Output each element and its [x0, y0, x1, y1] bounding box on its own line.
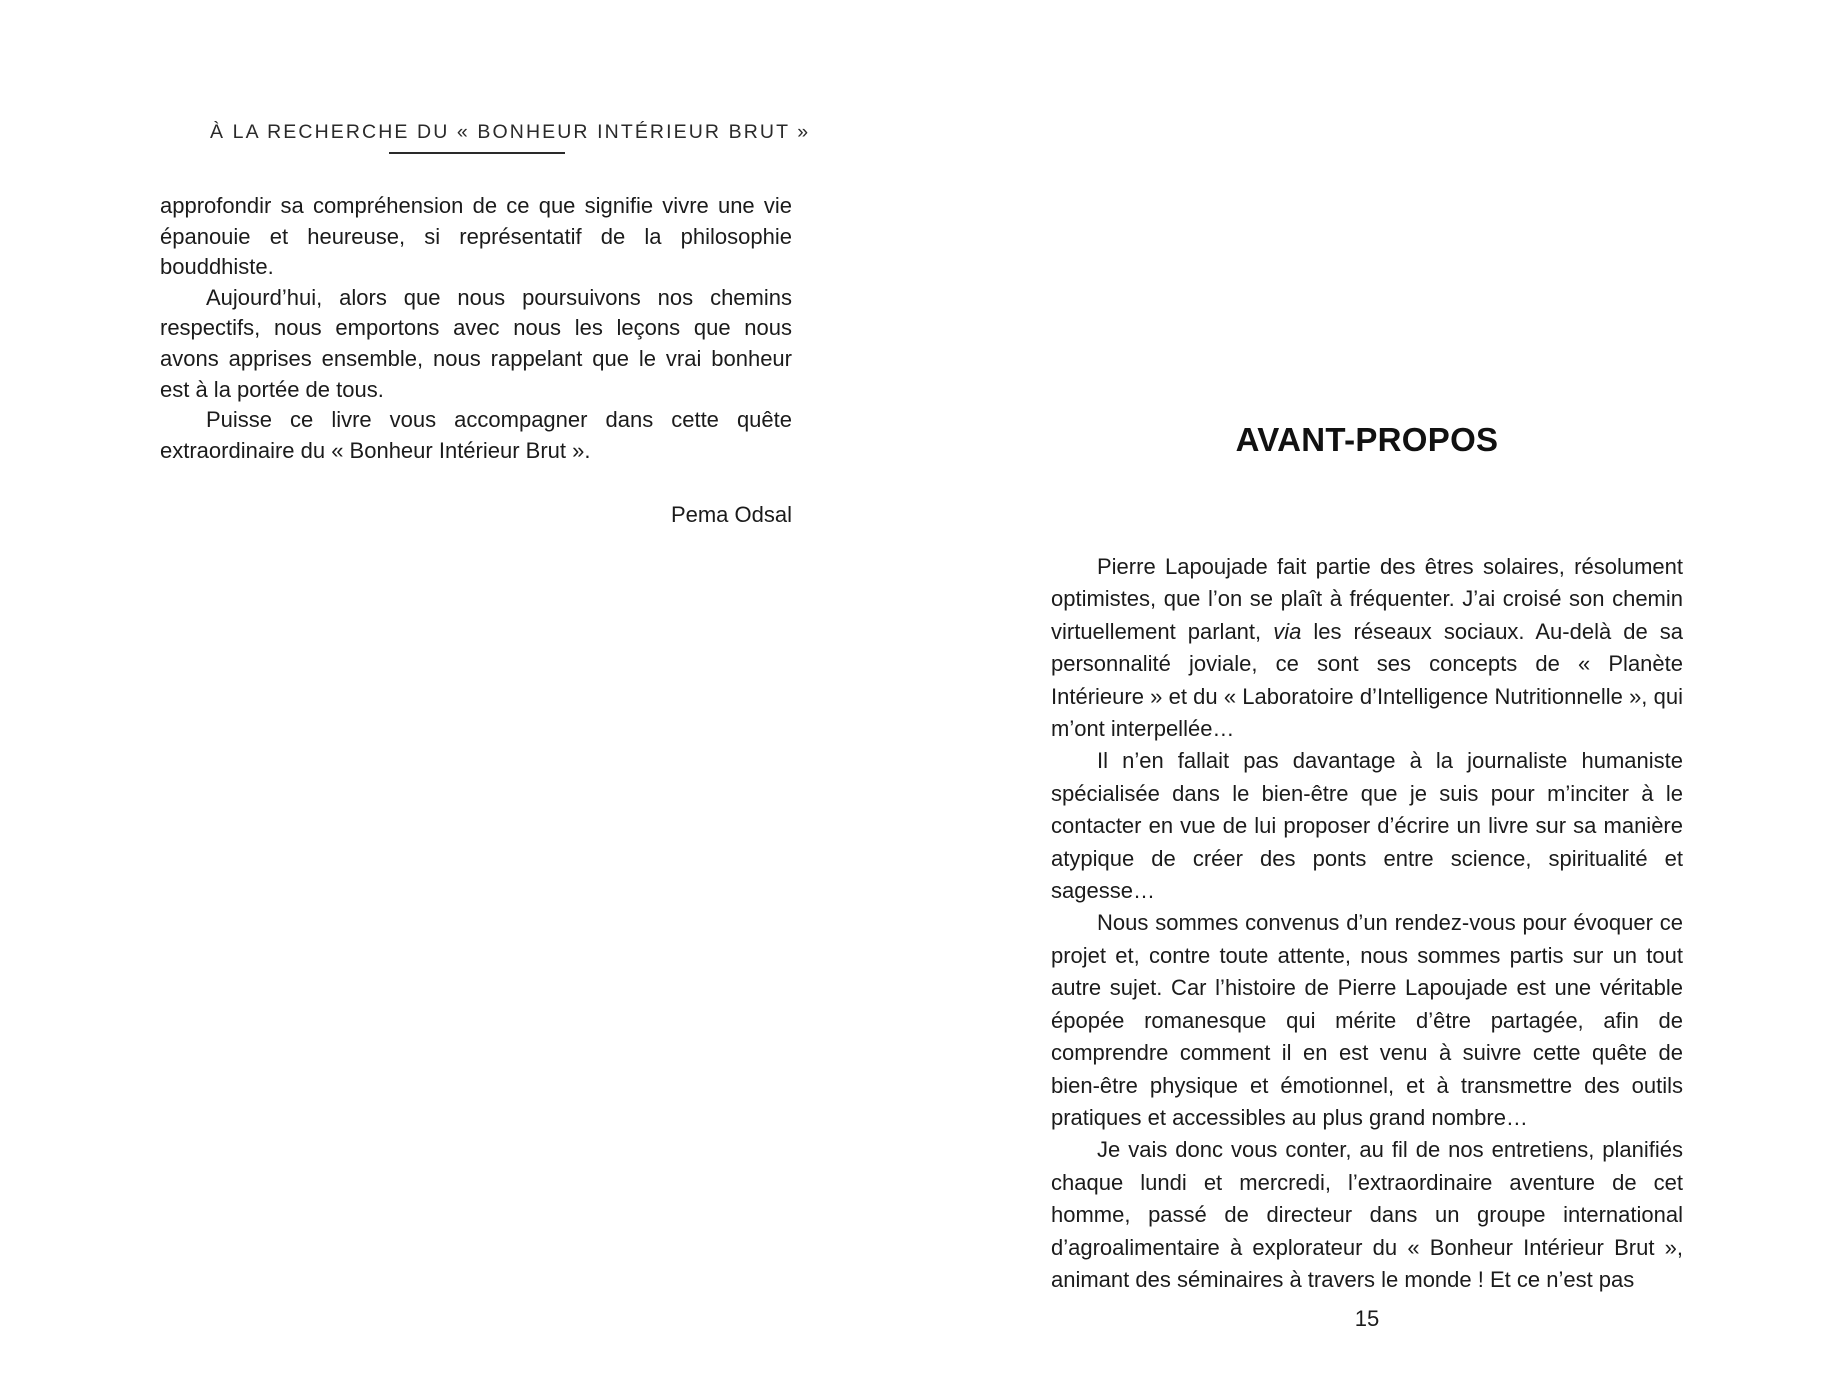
running-head: À LA RECHERCHE DU « BONHEUR INTÉRIEUR BRUT » [210, 121, 811, 143]
paragraph: Il n’en fallait pas davantage à la journaliste humaniste spécialisée dans le bien-être que je suis pour m’inciter à le contacter en vue de lui proposer d’écrire un livre sur sa manière atypique de créer des ponts entre science, spiritualité et sagesse… [1051, 748, 1683, 904]
paragraph: Je vais donc vous conter, au fil de nos entretiens, planifiés chaque lundi et mercredi, l’extraordinaire aventure de cet homme, passé de directeur dans un groupe international d’agroalimentaire à explorateur du « Bonheur Intérieur Brut », animant des séminaires à travers le monde ! Et ce n’est pas [1051, 1137, 1683, 1292]
page-number: 15 [1354, 1306, 1380, 1331]
right-page [911, 0, 1823, 1400]
italic-word: via [1273, 618, 1302, 644]
paragraph: Aujourd’hui, alors que nous poursuivons nos chemins respectifs, nous emportons avec nous les leçons que nous avons apprises ensemble, nous rappelant que le vrai bonheur est à la portée de tous. [160, 284, 792, 402]
running-head-rule [389, 152, 565, 154]
chapter-title: AVANT-PROPOS [1235, 421, 1499, 458]
left-body-text [160, 191, 792, 466]
left-page [0, 0, 911, 1400]
paragraph: Nous sommes convenus d’un rendez-vous pour évoquer ce projet et, contre toute attente, nous sommes partis sur un tout autre sujet. Car l’histoire de Pierre Lapoujade est une véritable épopée romanesque qui mérite d’être partagée, afin de comprendre comment il en est venu à suivre cette quête de bien-être physique et émotionnel, et à transmettre des outils pratiques et accessibles au plus grand nombre… [1051, 910, 1683, 1130]
paragraph: approfondir sa compréhension de ce que signifie vivre une vie épanouie et heureuse, si représentatif de la philosophie bouddhiste. [160, 193, 792, 280]
paragraph: Pierre Lapoujade fait partie des êtres solaires, résolument optimistes, que l’on se plaît à fréquenter. J’ai croisé son chemin virtuellement parlant, via les réseaux sociaux. Au-delà de sa personnalité joviale, ce sont ses concepts de « Planète Intérieure » et du « Laboratoire d’Intelligence Nutritionnelle », qui m’ont interpellée… [1051, 554, 1683, 742]
right-body-text [1051, 551, 1683, 1296]
chapter-title-container [1051, 418, 1683, 462]
author-signature: Pema Odsal [670, 502, 792, 527]
paragraph: Puisse ce livre vous accompagner dans cette quête extraordinaire du « Bonheur Intérieur Brut ». [160, 407, 792, 463]
